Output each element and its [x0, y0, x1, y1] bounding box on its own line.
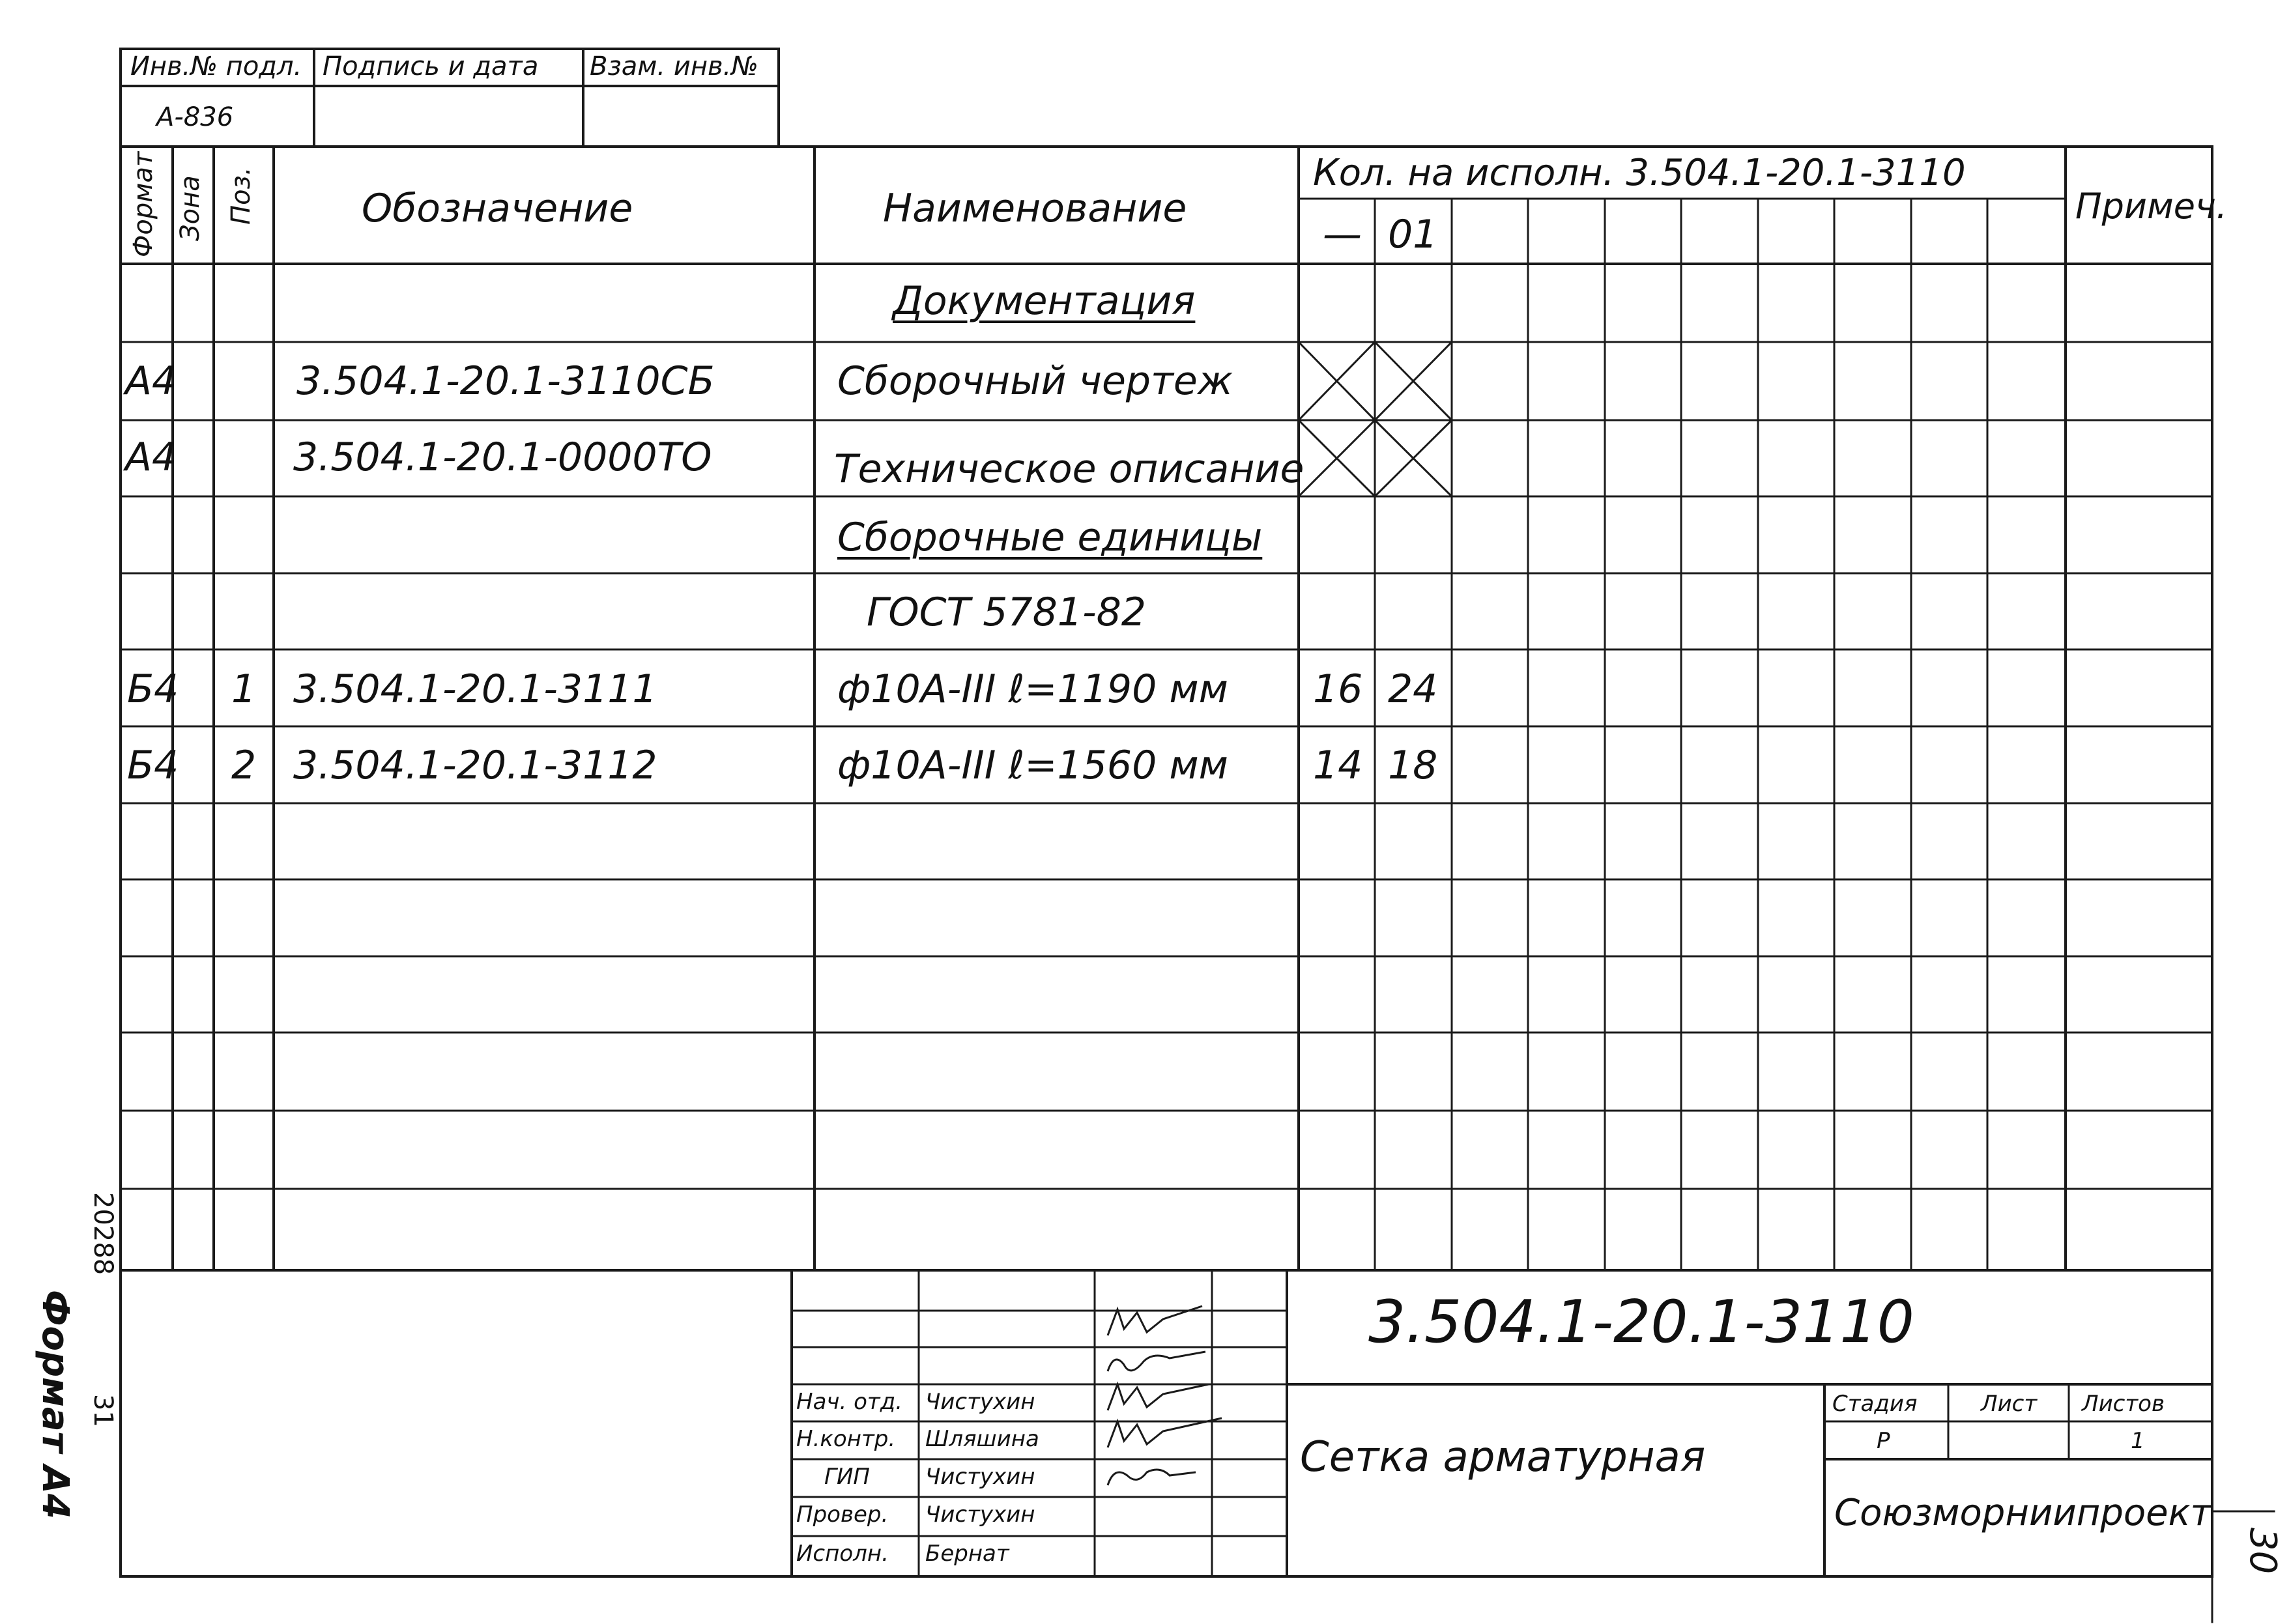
archive-number: 20288	[88, 1192, 118, 1275]
row-pos: 2	[231, 743, 257, 788]
sheets-value: 1	[2131, 1428, 2145, 1454]
row-name: ф10А-III ℓ=1190 мм	[837, 666, 1228, 712]
section-title-assemblies: Сборочные единицы	[837, 515, 1263, 560]
row-qty-base: 16	[1313, 666, 1363, 712]
header-variant-01: 01	[1388, 212, 1438, 257]
row-designation: 3.504.1-20.1-0000ТО	[293, 434, 712, 480]
signature-role: Провер.	[796, 1502, 889, 1528]
signature-name: Чистухин	[925, 1389, 1035, 1415]
sheet-label: Лист	[1981, 1391, 2038, 1417]
page-number: 30	[2241, 1528, 2284, 1574]
header-qty-group: Кол. на исполн. 3.504.1-20.1-3110	[1313, 152, 1966, 194]
signature-name: Чистухин	[925, 1464, 1035, 1490]
row-designation: 3.504.1-20.1-3110СБ	[296, 358, 715, 404]
row-qty-01: 18	[1388, 743, 1438, 788]
row-name: Техническое описание	[834, 446, 1304, 492]
section-title-documentation: Документация	[893, 278, 1196, 324]
signature-name: Шляшина	[925, 1426, 1039, 1452]
copy-number: 31	[88, 1394, 118, 1427]
row-format: А4	[125, 358, 177, 404]
header-zone: Зона	[175, 175, 205, 241]
stage-value: Р	[1877, 1428, 1890, 1454]
row-name: Сборочный чертеж	[837, 358, 1233, 404]
header-name: Наименование	[883, 186, 1187, 231]
row-format: Б4	[127, 666, 179, 712]
signature-name: Чистухин	[925, 1502, 1035, 1528]
header-format: Формат	[128, 151, 158, 257]
row-name: ф10А-III ℓ=1560 мм	[837, 743, 1228, 788]
signature-role: Н.контр.	[796, 1426, 896, 1452]
header-note: Примеч.	[2075, 186, 2228, 227]
header-variant-base: —	[1323, 212, 1362, 257]
signature-role: Исполн.	[796, 1541, 889, 1567]
row-qty-01: 24	[1388, 666, 1438, 712]
sheets-label: Листов	[2082, 1391, 2165, 1417]
stamp-inv-number: А-836	[156, 102, 234, 132]
signature-role: Нач. отд.	[796, 1389, 903, 1415]
stamp-header-replaced: Взам. инв.№	[590, 51, 758, 81]
row-name: ГОСТ 5781-82	[867, 590, 1146, 635]
drawing-title: Сетка арматурная	[1300, 1433, 1706, 1481]
row-format: Б4	[127, 743, 179, 788]
signature-name: Бернат	[925, 1541, 1009, 1567]
row-pos: 1	[231, 666, 257, 712]
header-pos: Поз.	[226, 167, 256, 225]
row-designation: 3.504.1-20.1-3112	[293, 743, 657, 788]
format-label: Формат А4	[34, 1290, 76, 1519]
header-designation: Обозначение	[362, 186, 633, 231]
row-designation: 3.504.1-20.1-3111	[293, 666, 657, 712]
stamp-header-inv: Инв.№ подл.	[130, 51, 302, 81]
signature-role: ГИП	[824, 1464, 870, 1490]
stamp-header-signature: Подпись и дата	[323, 51, 539, 81]
document-number: 3.504.1-20.1-3110	[1368, 1288, 1914, 1356]
row-format: А4	[125, 434, 177, 480]
stage-label: Стадия	[1832, 1391, 1918, 1417]
row-qty-base: 14	[1313, 743, 1363, 788]
organization-name: Союзморниипроект	[1834, 1492, 2212, 1534]
